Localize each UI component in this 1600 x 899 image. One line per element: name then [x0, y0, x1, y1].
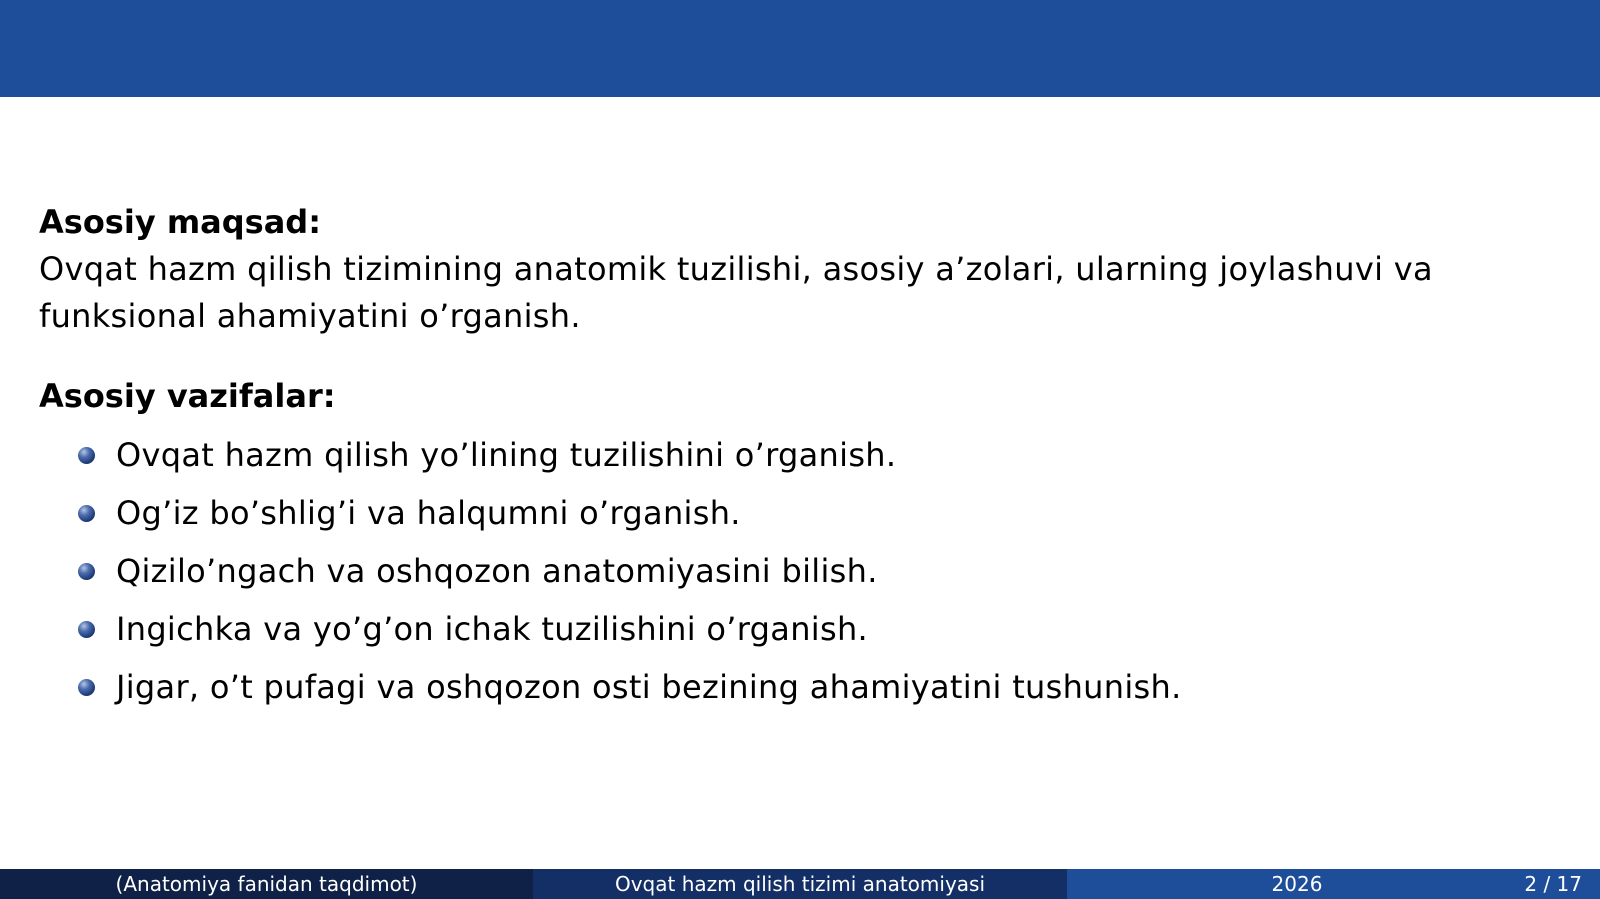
objective-text: Ovqat hazm qilish tizimining anatomik tuzilishi, asosiy a’zolari, ularning joylashuvi va funksional ahamiyatini o’rganish.: [39, 250, 1433, 335]
list-item: [39, 658, 1559, 716]
footer-author: (Anatomiya fanidan taqdimot): [0, 869, 533, 899]
task-text: Og’iz bo’shlig’i va halqumni o’rganish.: [116, 494, 741, 532]
footer-title: Ovqat hazm qilish tizimi anatomiyasi: [533, 869, 1067, 899]
bullet-icon: [78, 447, 95, 464]
task-text: Jigar, o’t pufagi va oshqozon osti bezining ahamiyatini tushunish.: [116, 668, 1182, 706]
task-text: Ingichka va yo’g’on ichak tuzilishini o’rganish.: [116, 610, 868, 648]
slide-footer: [0, 869, 1600, 899]
objective-heading: Asosiy maqsad:: [39, 203, 321, 241]
slide-header-bar: [0, 0, 1600, 97]
list-item: [39, 484, 1559, 542]
bullet-icon: [78, 679, 95, 696]
tasks-list: [39, 426, 1559, 716]
list-item: [39, 426, 1559, 484]
bullet-icon: [78, 563, 95, 580]
bullet-icon: [78, 505, 95, 522]
footer-date: 2026: [1271, 872, 1323, 896]
list-item: [39, 600, 1559, 658]
list-item: [39, 542, 1559, 600]
bullet-icon: [78, 621, 95, 638]
slide-content: [39, 200, 1559, 716]
tasks-heading: Asosiy vazifalar:: [39, 377, 336, 415]
task-text: Qizilo’ngach va oshqozon anatomiyasini bilish.: [116, 552, 878, 590]
footer-info: [1067, 869, 1600, 899]
page-number: 2 / 17: [1524, 872, 1582, 896]
task-text: Ovqat hazm qilish yo’lining tuzilishini o’rganish.: [116, 436, 897, 474]
